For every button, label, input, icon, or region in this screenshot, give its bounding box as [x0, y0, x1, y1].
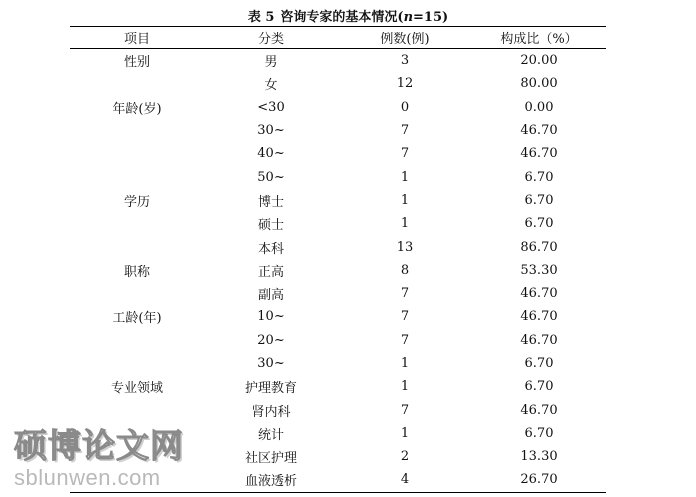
- cell-ratio: 0.00: [524, 99, 554, 115]
- cell-ratio: 6.70: [524, 356, 554, 371]
- cell-count: 2: [400, 449, 410, 465]
- cell-count: 4: [400, 472, 410, 488]
- cell-count: 7: [400, 402, 410, 418]
- cell-count: 3: [400, 53, 410, 69]
- cell-count: 7: [400, 146, 410, 162]
- cell-ratio: 46.70: [520, 286, 558, 302]
- table-caption: [0, 6, 696, 25]
- watermark-url: sblunwen.com: [14, 465, 161, 490]
- table-row: [70, 352, 606, 375]
- cell-category: 护理教育: [244, 381, 297, 397]
- cell-category: 男: [264, 55, 278, 71]
- cell-category: 50~: [257, 169, 285, 185]
- cell-count: 7: [400, 309, 410, 325]
- table-row: [70, 329, 606, 352]
- table-title: 咨询专家的基本情况(: [280, 10, 404, 25]
- sample-size-variable: n: [403, 10, 414, 25]
- header-ratio: 构成比（%）: [500, 32, 578, 47]
- watermark-cn: 硕博论文网: [14, 426, 184, 465]
- cell-category: 社区护理: [244, 451, 297, 467]
- cell-category: 女: [264, 78, 278, 94]
- watermark-logo: [14, 420, 194, 491]
- cell-item: 专业领域: [110, 381, 163, 397]
- cell-ratio: 20.00: [520, 53, 558, 69]
- cell-item: 性别: [123, 55, 150, 71]
- header-count: 例数(例): [380, 32, 430, 47]
- cell-ratio: 46.70: [520, 123, 558, 139]
- table-row: [70, 212, 606, 235]
- table-row: [70, 96, 606, 119]
- cell-count: 1: [400, 192, 410, 208]
- cell-category: <30: [257, 99, 285, 115]
- cell-category: 30~: [257, 123, 285, 139]
- cell-count: 1: [400, 425, 410, 441]
- cell-count: 1: [400, 216, 410, 232]
- cell-category: 本科: [257, 241, 284, 257]
- cell-category: 硕士: [257, 218, 284, 234]
- table-row: [70, 282, 606, 305]
- table-row: [70, 305, 606, 328]
- cell-category: 统计: [257, 427, 284, 443]
- table-row: [70, 142, 606, 165]
- cell-ratio: 6.70: [524, 192, 554, 208]
- cell-count: 1: [400, 379, 410, 395]
- cell-ratio: 6.70: [524, 169, 554, 185]
- cell-ratio: 46.70: [520, 332, 558, 348]
- sample-size-value: =15): [413, 10, 449, 25]
- table-row: [70, 235, 606, 258]
- cell-category: 40~: [257, 146, 285, 162]
- table-row: [70, 375, 606, 398]
- cell-count: 8: [400, 262, 410, 278]
- cell-item: 工龄(年): [112, 311, 162, 327]
- cell-category: 20~: [257, 332, 285, 348]
- cell-count: 13: [396, 239, 414, 255]
- cell-count: 1: [400, 356, 410, 371]
- cell-ratio: 86.70: [520, 239, 558, 255]
- cell-count: 7: [400, 332, 410, 348]
- cell-ratio: 13.30: [520, 449, 558, 465]
- cell-ratio: 53.30: [520, 262, 558, 278]
- table-row: [70, 119, 606, 142]
- cell-category: 10~: [257, 309, 285, 325]
- table-row: [70, 259, 606, 282]
- cell-category: 血液透析: [244, 474, 297, 490]
- header-category: 分类: [257, 32, 284, 47]
- table-number: 表 5: [247, 10, 275, 25]
- cell-item: 学历: [123, 194, 150, 210]
- table-row: [70, 189, 606, 212]
- cell-ratio: 26.70: [520, 472, 558, 488]
- cell-category: 博士: [257, 194, 284, 210]
- table-header-row: [70, 27, 606, 49]
- cell-category: 副高: [257, 288, 284, 304]
- cell-category: 正高: [257, 264, 284, 280]
- table-row: [70, 398, 606, 421]
- cell-ratio: 6.70: [524, 379, 554, 395]
- table-row: [70, 72, 606, 95]
- cell-ratio: 46.70: [520, 146, 558, 162]
- header-item: 项目: [123, 32, 150, 47]
- cell-category: 30~: [257, 356, 285, 371]
- cell-ratio: 6.70: [524, 425, 554, 441]
- cell-ratio: 80.00: [520, 76, 558, 92]
- cell-count: 12: [396, 76, 414, 92]
- cell-count: 7: [400, 123, 410, 139]
- cell-count: 0: [400, 99, 410, 115]
- table-row: [70, 49, 606, 72]
- cell-item: 年龄(岁): [112, 101, 162, 117]
- cell-item: 职称: [123, 264, 150, 280]
- cell-ratio: 46.70: [520, 402, 558, 418]
- cell-count: 7: [400, 286, 410, 302]
- cell-ratio: 6.70: [524, 216, 554, 232]
- table-row: [70, 165, 606, 188]
- cell-count: 1: [400, 169, 410, 185]
- cell-category: 肾内科: [251, 404, 291, 420]
- cell-ratio: 46.70: [520, 309, 558, 325]
